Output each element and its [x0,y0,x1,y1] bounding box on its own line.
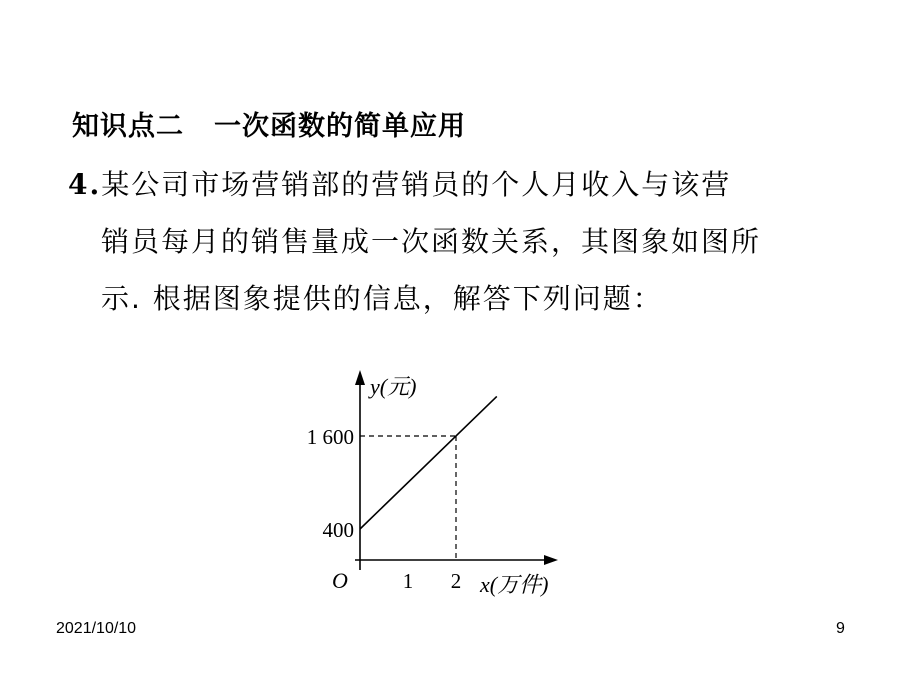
x-axis-label: x(万件) [480,572,549,597]
x-tick-label: 2 [450,569,462,593]
section-number: 知识点二 [72,111,184,142]
x-axis-arrow [544,555,558,565]
problem-number: 4. [68,168,102,201]
y-axis-arrow [355,370,365,385]
problem-line-2: 销员每月的销售量成一次函数关系，其图象如图所 [101,225,762,258]
x-tick-label: 1 [402,569,414,593]
section-heading [72,104,466,143]
y-tick-label: 400 [322,518,354,542]
series-line [360,396,497,529]
problem-text [68,156,761,327]
problem-line-1: 4.某公司市场营销部的营销员的个人月收入与该营 [68,168,732,201]
section-title: 一次函数的简单应用 [214,111,466,142]
origin-label: O [332,568,348,593]
footer-date: 2021/10/10 [56,620,137,637]
y-tick-label: 1 600 [306,425,354,449]
y-axis-label: y(元) [370,374,417,399]
page-number: 9 [836,620,845,637]
function-graph [280,360,600,610]
problem-line-3: 示. 根据图象提供的信息，解答下列问题： [101,282,663,315]
chart-marks [307,396,497,593]
